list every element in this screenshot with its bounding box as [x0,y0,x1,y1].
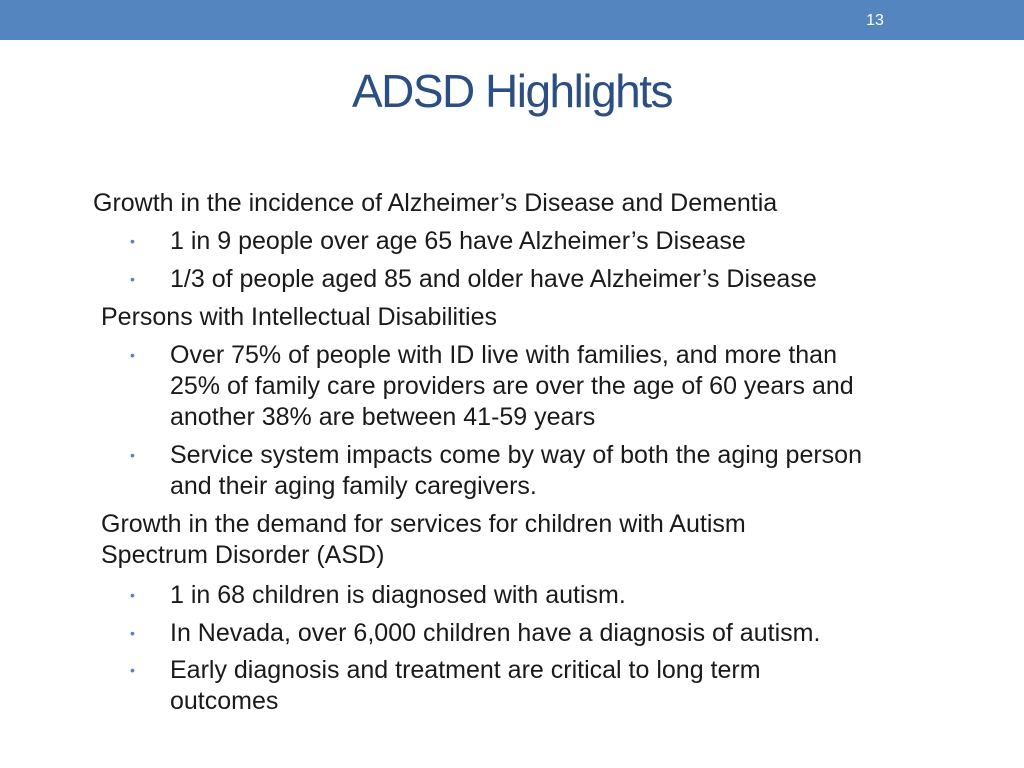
bullet-dot-icon: • [130,347,135,363]
heading-line: Growth in the demand for services for children with Autism [101,510,746,538]
bullet-line: Early diagnosis and treatment are critical to long term [170,656,761,684]
bullet-dot-icon: • [130,587,135,603]
bullet-dot-icon: • [130,233,135,249]
bullet-line: Over 75% of people with ID live with families, and more than [170,341,837,369]
bullet-line: 25% of family care providers are over the age of 60 years and [170,372,854,400]
section-heading-alzheimers: Growth in the incidence of Alzheimer’s Disease and Dementia [93,189,778,217]
bullet-dot-icon: • [130,662,135,678]
slide-number: 13 [866,12,884,29]
bullet-line: 1 in 68 children is diagnosed with autism. [170,581,626,609]
slide-title: ADSD Highlights [351,65,673,117]
bullet-line: and their aging family caregivers. [170,472,537,500]
bullet-line: another 38% are between 41-59 years [170,403,596,431]
bullet-dot-icon: • [130,447,135,463]
bullet-line: In Nevada, over 6,000 children have a diagnosis of autism. [170,619,821,647]
bullet-dot-icon: • [130,271,135,287]
bullet-dot-icon: • [130,625,135,641]
section-heading-intellectual-disabilities: Persons with Intellectual Disabilities [101,303,498,331]
bullet-line: Service system impacts come by way of both the aging person [170,441,862,469]
section-heading-autism [101,509,746,571]
bullet-line: 1/3 of people aged 85 and older have Alzheimer’s Disease [170,265,817,293]
bullet-line: outcomes [170,687,279,715]
bullet-line: 1 in 9 people over age 65 have Alzheimer’s Disease [170,227,746,255]
heading-line: Spectrum Disorder (ASD) [101,541,385,569]
